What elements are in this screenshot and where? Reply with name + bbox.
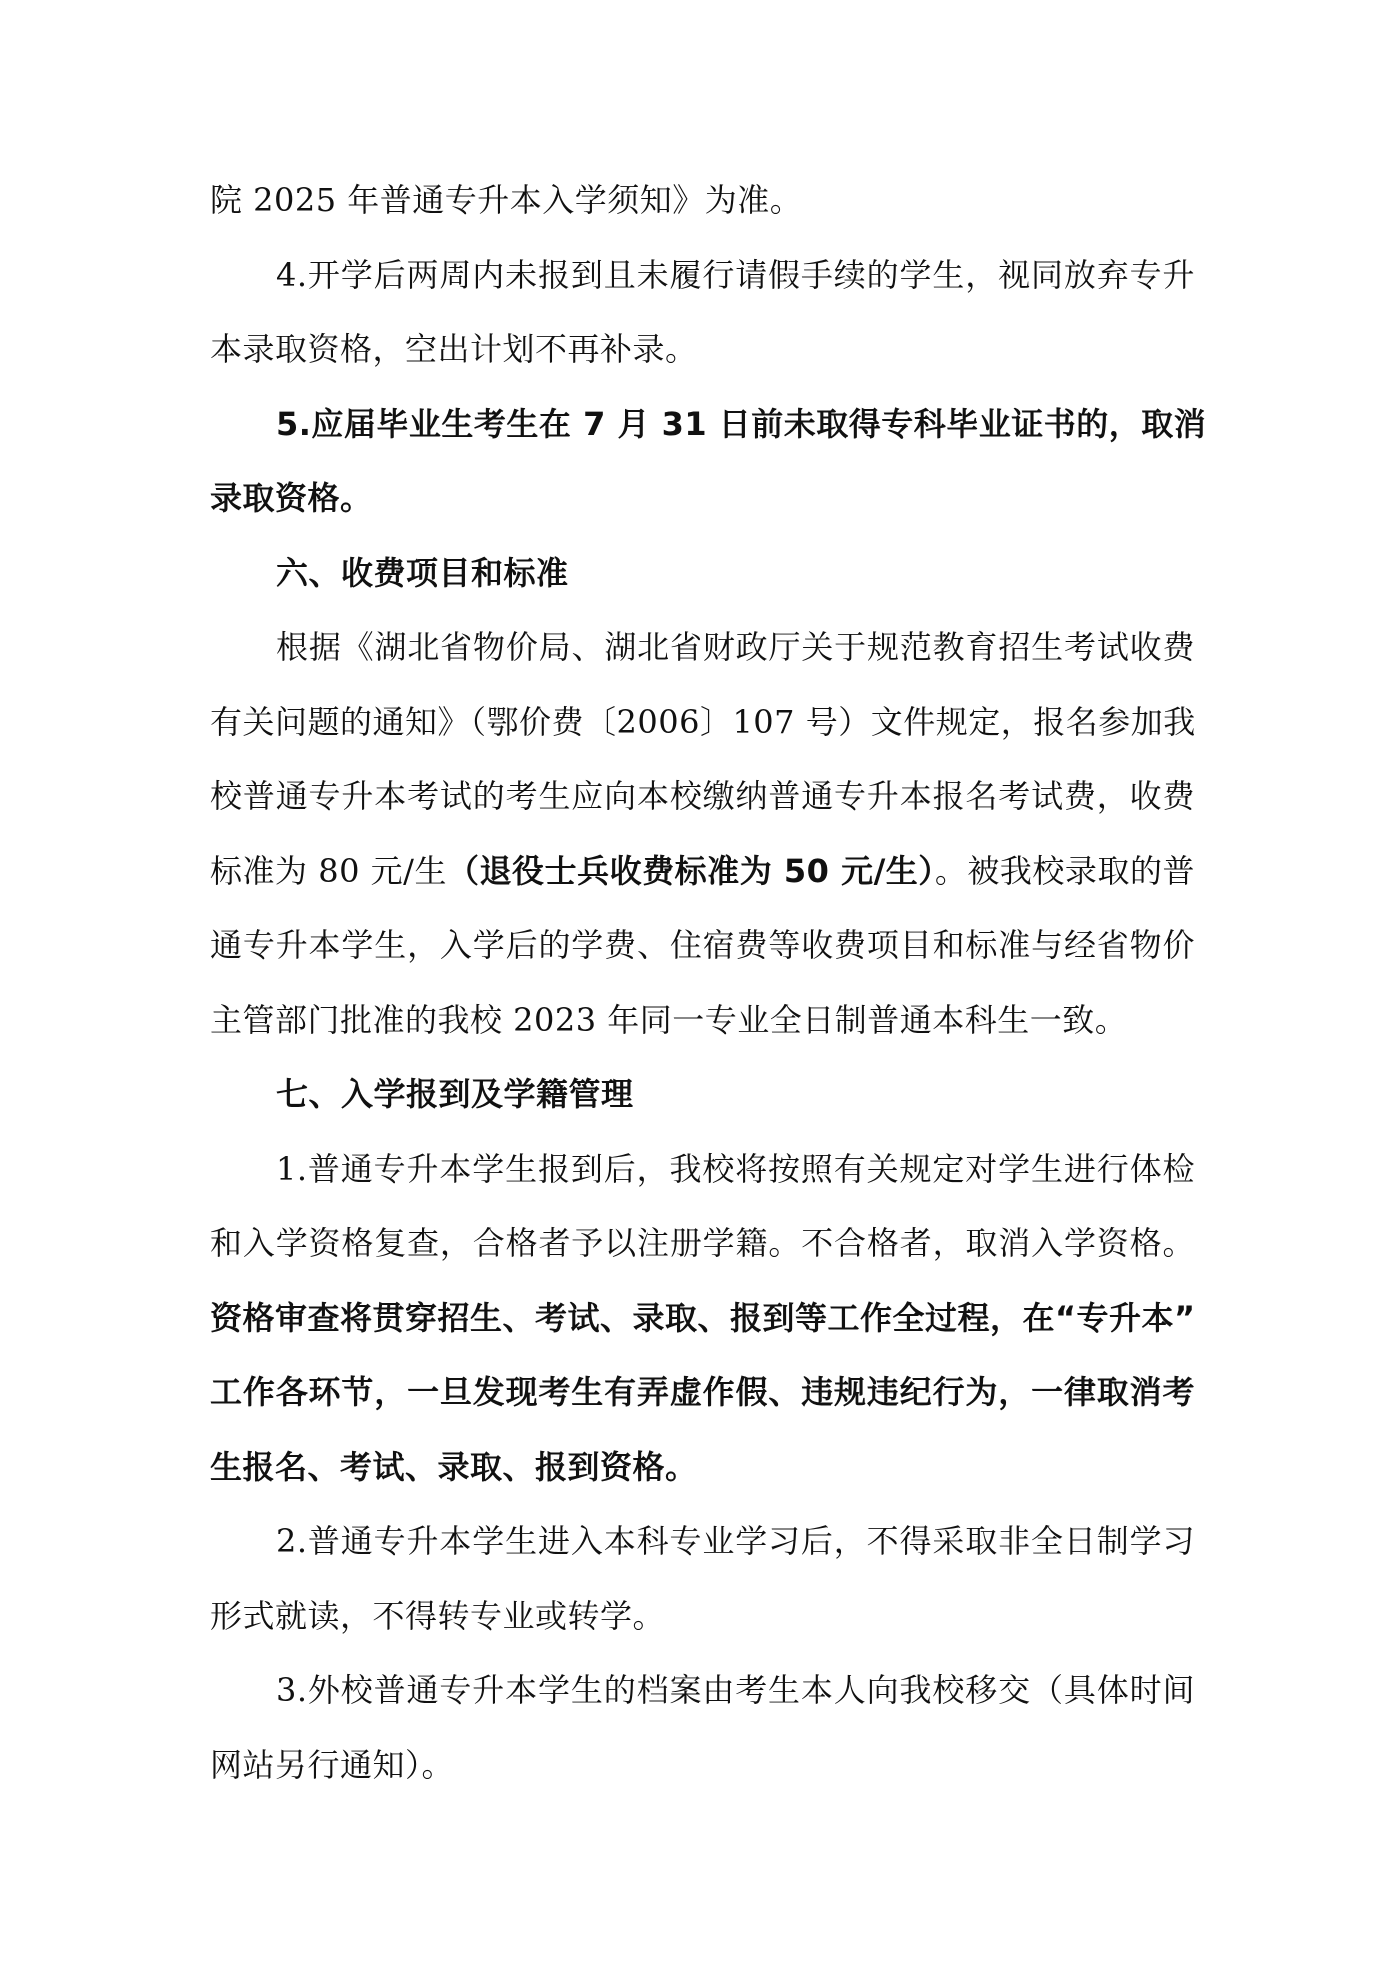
paragraph-line: 和入学资格复查，合格者予以注册学籍。不合格者，取消入学资格。 [210, 1224, 1195, 1262]
paragraph-line: 主管部门批准的我校 2023 年同一专业全日制普通本科生一致。 [210, 1000, 1128, 1039]
document-body [210, 163, 1207, 1802]
paragraph-line-mixed [210, 834, 1195, 909]
veteran-fee-text: （退役士兵收费标准为 50 元/生） [447, 851, 935, 890]
bold-paragraph-line: 5.应届毕业生考生在 7 月 31 日前未取得专科毕业证书的，取消 [276, 404, 1207, 443]
paragraph-line: 校普通专升本考试的考生应向本校缴纳普通专升本报名考试费，收费 [210, 777, 1195, 815]
paragraph-line: 形式就读，不得转专业或转学。 [210, 1596, 666, 1635]
paragraph-line: 3.外校普通专升本学生的档案由考生本人向我校移交（具体时间 [276, 1671, 1195, 1709]
section-heading-enrollment: 七、入学报到及学籍管理 [276, 1075, 634, 1113]
paragraph-line: 4.开学后两周内未报到且未履行请假手续的学生，视同放弃专升 [276, 255, 1195, 294]
paragraph-line: 网站另行通知）。 [210, 1745, 455, 1784]
paragraph-line: 有关问题的通知》（鄂价费〔2006〕107 号）文件规定，报名参加我 [210, 702, 1196, 741]
paragraph-line: 根据《湖北省物价局、湖北省财政厅关于规范教育招生考试收费 [276, 628, 1195, 666]
section-heading-fees: 六、收费项目和标准 [276, 553, 569, 592]
paragraph-line: 本录取资格，空出计划不再补录。 [210, 330, 698, 368]
fee-continuation-text: 。被我校录取的普 [934, 851, 1195, 890]
bold-paragraph-line: 生报名、考试、录取、报到资格。 [210, 1447, 698, 1486]
bold-paragraph-line: 工作各环节，一旦发现考生有弄虚作假、违规违纪行为，一律取消考 [210, 1373, 1195, 1411]
bold-paragraph-line: 录取资格。 [210, 479, 373, 517]
bold-paragraph-line: 资格审查将贯穿招生、考试、录取、报到等工作全过程，在“专升本” [210, 1298, 1196, 1337]
paragraph-line: 通专升本学生，入学后的学费、住宿费等收费项目和标准与经省物价 [210, 926, 1195, 964]
paragraph-line: 2.普通专升本学生进入本科专业学习后，不得采取非全日制学习 [276, 1522, 1195, 1560]
fee-standard-text: 标准为 80 元/生 [210, 851, 448, 890]
paragraph-line: 院 2025 年普通专升本入学须知》为准。 [210, 181, 803, 219]
paragraph-line: 1.普通专升本学生报到后，我校将按照有关规定对学生进行体检 [276, 1149, 1195, 1188]
